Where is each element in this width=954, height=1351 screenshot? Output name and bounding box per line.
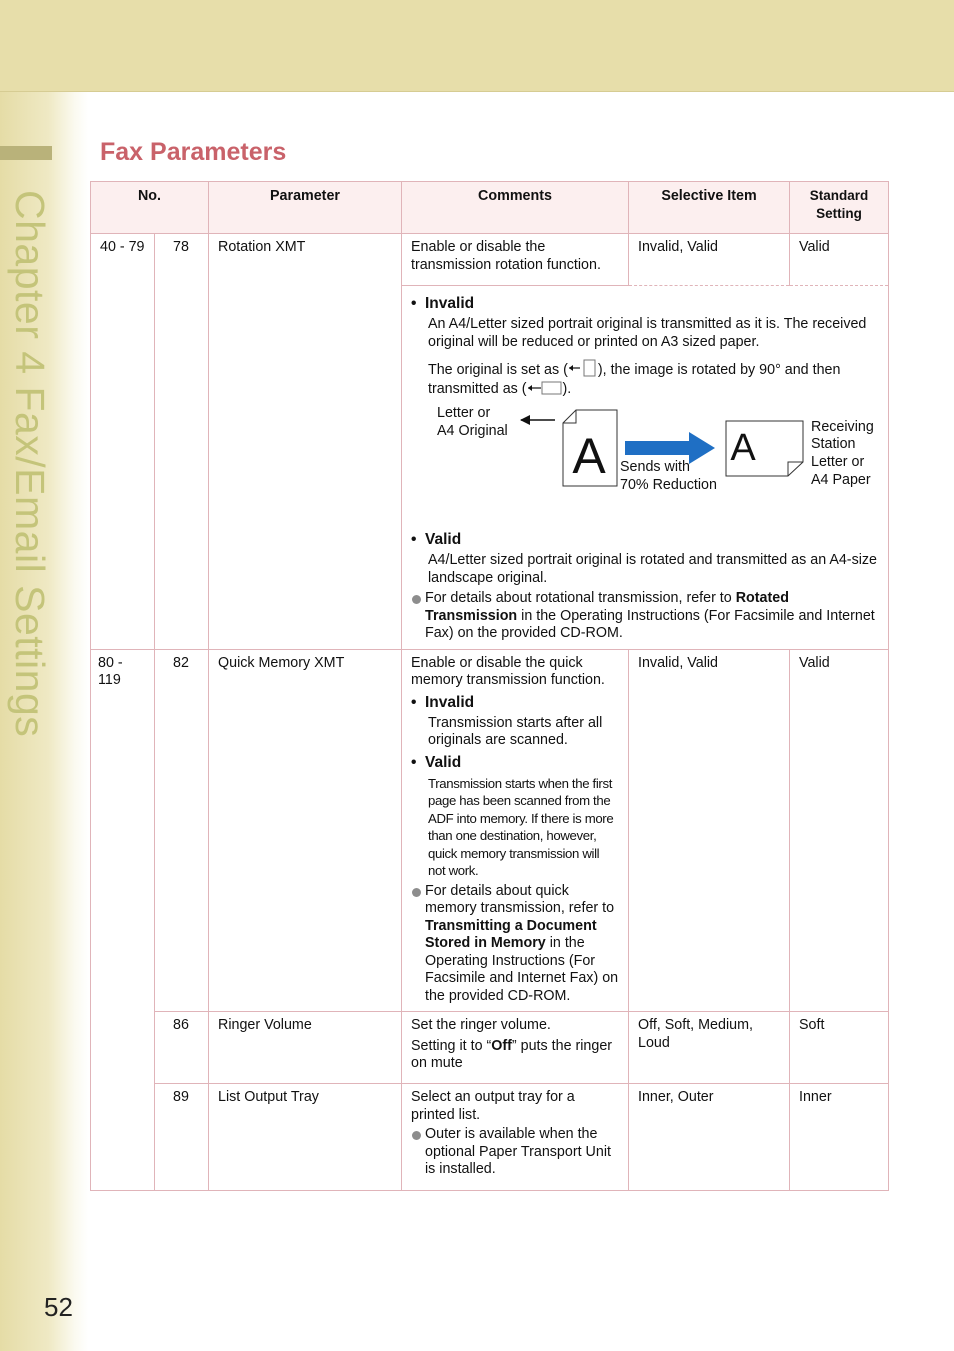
reference-note: For details about rotational transmission, refer to Rotated Transmission in the Operating Instructions (For Facsimile and Internet Fax) on the provided CD-ROM. [411,590,879,643]
standard-cell: Valid [790,234,889,286]
reference-note: Outer is available when the optional Paper Transport Unit is installed. [411,1126,619,1179]
valid-heading: • Valid [411,753,619,773]
receiving-label-4: A4 Paper [811,472,871,488]
number-cell: 82 [155,649,209,1012]
reference-note: For details about quick memory transmission, refer to Transmitting a Document Stored in Memory in the Operating Instructions (For Facsimile and Internet Fax) on the provided CD-ROM. [411,883,619,1006]
number-cell: 78 [155,234,209,650]
original-label-2: A4 Original [437,423,508,439]
number-cell: 86 [155,1012,209,1084]
fax-parameters-table [90,181,889,1191]
left-arrow-icon [519,414,557,426]
invalid-text: Transmission starts after all originals are scanned. [428,714,603,748]
parameter-cell: List Output Tray [209,1084,402,1191]
invalid-heading: • Invalid [411,693,619,713]
comment-cell: Set the ringer volume. Setting it to “Off” puts the ringer on mute [402,1012,629,1084]
selective-cell: Invalid, Valid [629,649,790,1012]
selective-cell: Inner, Outer [629,1084,790,1191]
original-label-1: Letter or [437,405,491,421]
header-standard-setting: Standard Setting [790,182,889,234]
top-band [0,0,954,92]
standard-cell: Inner [790,1084,889,1191]
standard-cell: Soft [790,1012,889,1084]
page-glyph: A [730,427,756,469]
parameter-cell: Quick Memory XMT [209,649,402,1012]
landscape-original-icon [527,380,563,396]
header-comments: Comments [402,182,629,234]
portrait-original-icon [568,359,598,377]
standard-cell: Valid [790,649,889,1012]
invalid-text: An A4/Letter sized portrait original is transmitted as it is. The received original will be reduced or printed on A3 sized paper. [428,316,867,350]
table-row [91,1084,889,1191]
table-row [91,649,889,1012]
rotation-detail-cell [402,286,889,650]
sends-label-1: Sends with [620,459,690,475]
comment-cell: Enable or disable the quick memory transmission function. • Invalid Transmission starts after all originals are scanned. • Valid Transmission starts when the first page has been scanned from the ADF into memory. If there is more than one destination, however, quick memory transmission will not work. For details about quick memory transmission, refer to Transmitting a Document Stored in Memory in the Operating Instructions (For Facsimile and Internet Fax) on the provided CD-ROM. [402,649,629,1012]
sends-label-2: 70% Reduction [620,477,717,493]
number-cell: 89 [155,1084,209,1191]
receiving-label-3: Letter or [811,454,865,470]
chapter-label: Chapter 4 Fax/Email Settings [7,190,53,738]
page-number: 52 [44,1292,73,1322]
header-selective-item: Selective Item [629,182,790,234]
table-header-row [91,182,889,234]
section-title: Fax Parameters [100,138,287,166]
receiving-label-1: Receiving [811,419,874,435]
parameter-cell: Ringer Volume [209,1012,402,1084]
parameter-cell: Rotation XMT [209,234,402,650]
chapter-tab-marker [0,146,52,160]
rotation-diagram [411,404,881,524]
selective-cell: Invalid, Valid [629,234,790,286]
comment-cell: Enable or disable the transmission rotation function. [402,234,629,286]
valid-heading: • Valid [411,530,879,550]
header-parameter: Parameter [209,182,402,234]
rotation-text: The original is set as ( ), the image is rotated by 90° and then transmitted as ( ). [411,359,879,398]
range-cell: 80 - 119 [91,649,155,1191]
valid-text: Transmission starts when the first page has been scanned from the ADF into memory. If there is more than one destination, however, quick memory transmission will not work. [428,775,614,878]
receiving-label-2: Station [811,436,856,452]
invalid-heading: • Invalid [411,294,879,314]
range-cell: 40 - 79 [91,234,155,650]
header-no: No. [91,182,209,234]
landscape-page-icon [725,420,805,478]
table-row [91,234,889,286]
table-row [91,1012,889,1084]
valid-text: A4/Letter sized portrait original is rotated and transmitted as an A4-size landscape original. [428,552,877,586]
comment-cell: Select an output tray for a printed list. Outer is available when the optional Paper Transport Unit is installed. [402,1084,629,1191]
page-glyph: A [572,428,606,484]
selective-cell: Off, Soft, Medium, Loud [629,1012,790,1084]
portrait-page-icon [562,409,618,487]
